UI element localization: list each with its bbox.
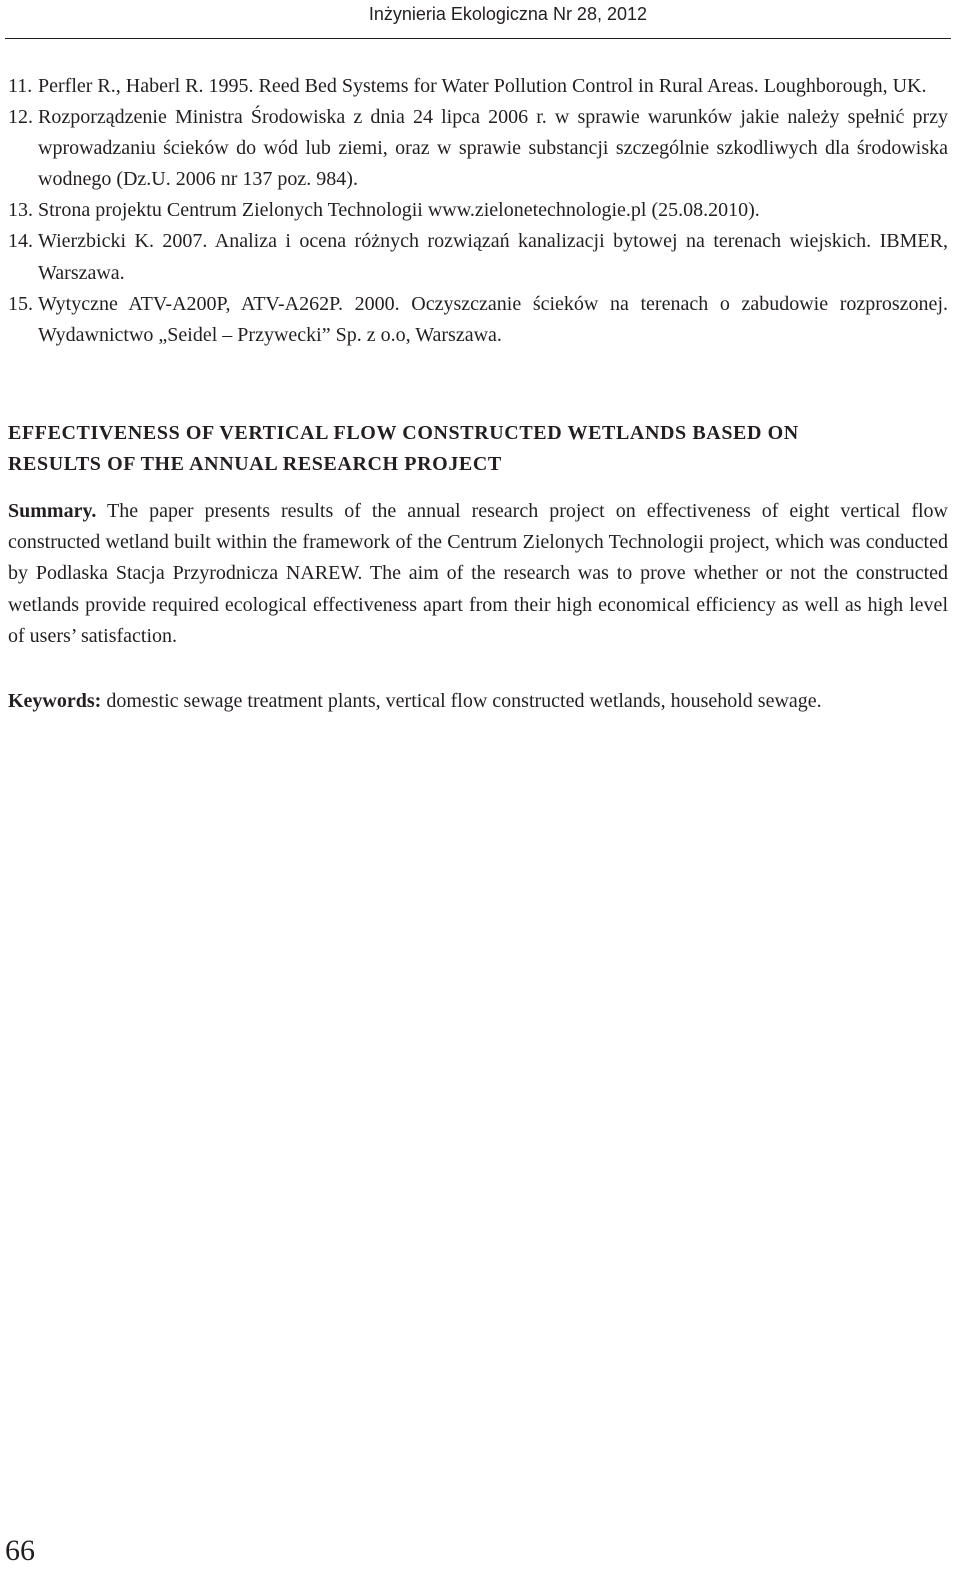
keywords-paragraph [8,686,948,718]
reference-text: Wierzbicki K. 2007. Analiza i ocena różnych rozwiązań kanalizacji bytowej na terenach wiejskich. IBMER, Warszawa. [38,230,948,284]
reference-item [8,102,948,195]
running-header: Inżynieria Ekologiczna Nr 28, 2012 [368,4,647,24]
reference-number: 14. [8,230,33,253]
reference-text: Perfler R., Haberl R. 1995. Reed Bed Systems for Water Pollution Control in Rural Areas. Loughborough, UK. [38,75,927,97]
summary-label: Summary. [8,500,97,522]
reference-item [8,195,948,226]
reference-number: 12. [8,106,33,129]
english-title [8,418,948,480]
reference-item [8,226,948,288]
header-divider [5,38,951,39]
reference-item [8,289,948,351]
keywords-label: Keywords: [8,690,102,712]
reference-text: Rozporządzenie Ministra Środowiska z dnia 24 lipca 2006 r. w sprawie warunków jakie należy spełnić przy wprowadzaniu ścieków do wód lub ziemi, oraz w sprawie substancji szczególnie szkodliwych dla środowiska wodnego (Dz.U. 2006 nr 137 poz. 984). [38,106,948,191]
reference-number: 15. [8,292,33,315]
keywords-text: domestic sewage treatment plants, vertical flow constructed wetlands, household sewage. [106,690,822,712]
reference-list [8,71,948,351]
summary-text: The paper presents results of the annual research project on effectiveness of eight vertical flow constructed wetland built within the framework of the Centrum Zielonych Technologii project, which was conducted by Podlaska Stacja Przyrodnicza NAREW. The aim of the research was to prove whether or not the constructed wetlands provide required ecological effectiveness apart from their high economical efficiency as well as high level of users’ satisfaction. [8,500,948,647]
english-title-line: EFFECTIVENESS OF VERTICAL FLOW CONSTRUCTED WETLANDS BASED ON [8,422,799,444]
reference-number: 13. [8,199,33,222]
summary-paragraph [8,496,948,652]
reference-item [8,71,948,102]
reference-text: Strona projektu Centrum Zielonych Technologii www.zielonetechnologie.pl (25.08.2010). [38,199,760,222]
page-number: 66 [5,1534,35,1567]
reference-text: Wytyczne ATV-A200P, ATV-A262P. 2000. Oczyszczanie ścieków na terenach o zabudowie rozproszonej. Wydawnictwo „Seidel – Przywecki” Sp. z o.o, Warszawa. [38,292,948,346]
english-title-line: RESULTS OF THE ANNUAL RESEARCH PROJECT [8,453,502,475]
reference-number: 11. [8,75,33,97]
